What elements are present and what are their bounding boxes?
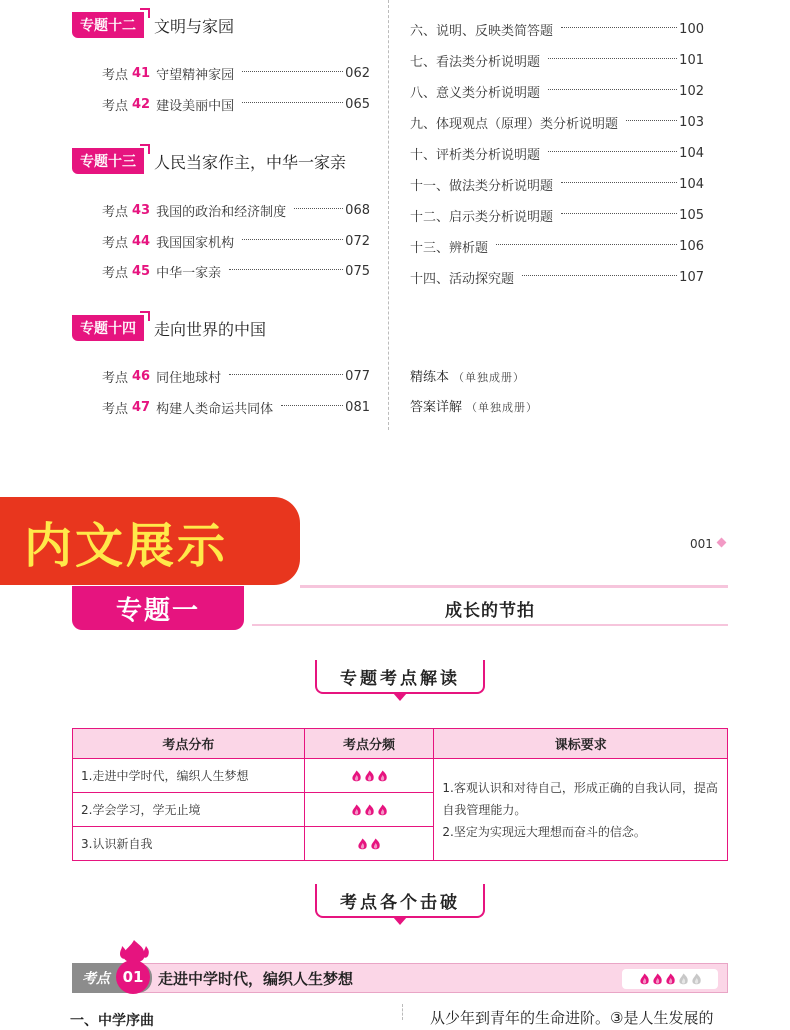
leader-dots [561,213,677,214]
kaodian-table [72,728,728,861]
toc-entry-page: 072 [345,233,370,249]
point-tag: 考点 [72,963,152,993]
leader-dots [548,89,677,90]
toc-entry-title: 十、评析类分析说明题 [410,147,541,163]
header-rule [300,585,728,588]
toc-entry-page: 104 [679,176,704,192]
section-heading-cut: 一、中学序曲 [70,1013,154,1029]
toc-entry-page: 081 [345,399,370,415]
topic-badge: 专题十二 [72,12,144,38]
topic-badge: 专题十四 [72,315,144,341]
toc-entry-title: 九、体现观点（原理）类分析说明题 [410,116,619,132]
toc-entry-prefix: 考点 [102,67,129,83]
flame-icon [377,804,388,817]
toc-entry-title: 中华一家亲 [156,265,222,281]
flame-icon [678,973,689,986]
flame-icon [364,804,375,817]
toc-extra-note: （单独成册） [466,401,539,414]
section-label-interpret [315,660,485,694]
table-header-row [73,729,728,759]
chapter-title-box [252,592,728,626]
section-label-break [315,884,485,918]
toc-entry-page: 077 [345,368,370,384]
preview-banner [0,497,300,585]
toc-entry-prefix: 考点 [102,98,129,114]
column-divider [388,0,389,430]
toc-extra-title: 精练本 [410,370,450,385]
distribution-cell: 2.学会学习，学无止境 [73,793,305,827]
leader-dots [626,120,677,121]
topic-heading [72,12,234,38]
flame-icon [351,804,362,817]
toc-entry[interactable] [102,231,370,251]
toc-entry-prefix: 考点 [102,204,129,220]
toc-entry-page: 068 [345,202,370,218]
toc-entry[interactable] [410,112,704,132]
toc-entry-number: 41 [132,65,151,81]
toc-entry-title: 十二、启示类分析说明题 [410,209,554,225]
toc-entry-page: 106 [679,238,704,254]
toc-entry[interactable] [410,174,704,194]
leader-dots [548,58,677,59]
toc-entry[interactable] [102,94,370,114]
toc-entry[interactable] [102,366,370,386]
flame-icon [665,973,676,986]
pointer-triangle-icon [393,917,407,925]
toc-entry-title: 同住地球村 [156,370,222,386]
toc-entry-title: 八、意义类分析说明题 [410,85,541,101]
toc-entry-page: 105 [679,207,704,223]
topic-title: 人民当家作主，中华一家亲 [154,152,347,172]
toc-entry-prefix: 考点 [102,370,129,386]
topic-heading [72,148,346,174]
toc-entry-prefix: 考点 [102,235,129,251]
table-header-cell: 课标要求 [434,729,728,759]
toc-entry-title: 六、说明、反映类简答题 [410,23,554,39]
leader-dots [548,151,677,152]
topic-badge: 专题十三 [72,148,144,174]
flame-icon [357,838,368,851]
toc-entry-number: 46 [132,368,151,384]
diamond-icon [717,538,727,548]
toc-entry-number: 47 [132,399,151,415]
toc-entry[interactable] [410,205,704,225]
flame-icon [370,838,381,851]
flame-icon [652,973,663,986]
topic-title: 文明与家园 [154,16,235,36]
toc-entry-number: 44 [132,233,151,249]
column-divider [402,1004,403,1020]
flame-icon [691,973,702,986]
toc-entry-page: 062 [345,65,370,81]
toc-entry-number: 43 [132,202,151,218]
point-number: 01 [116,960,150,994]
toc-entry-page: 102 [679,83,704,99]
toc-entry-title: 我国的政治和经济制度 [156,204,287,220]
leader-dots [561,182,677,183]
requirement-line: 2.坚定为实现远大理想而奋斗的信念。 [442,824,646,839]
toc-entry-title: 我国国家机构 [156,235,235,251]
body-text-cut: 从少年到青年的生命进阶。③是人生发展的 [430,1009,714,1027]
toc-entry-prefix: 考点 [102,265,129,281]
toc-entry[interactable] [410,50,704,70]
chapter-title: 成长的节拍 [445,600,535,621]
flame-icon [377,770,388,783]
toc-entry-title: 十三、辨析题 [410,240,489,256]
toc-entry[interactable] [102,63,370,83]
leader-dots [229,374,343,375]
toc-extra-workbook[interactable] [410,366,525,385]
toc-entry-title: 十四、活动探究题 [410,271,515,287]
topic-title: 走向世界的中国 [154,319,267,339]
flame-icon [364,770,375,783]
toc-extra-answers[interactable] [410,396,538,415]
toc-extra-note: （单独成册） [453,371,526,384]
leader-dots [561,27,677,28]
leader-dots [242,102,343,103]
table-header-cell: 考点分布 [73,729,305,759]
frequency-cell [304,827,434,861]
leader-dots [242,71,343,72]
distribution-cell: 1.走进中学时代，编织人生梦想 [73,759,305,793]
chapter-badge: 专题一 [72,586,244,630]
toc-entry[interactable] [410,19,704,39]
toc-entry-page: 100 [679,21,704,37]
toc-entry-page: 104 [679,145,704,161]
leader-dots [294,208,343,209]
toc-entry[interactable] [410,81,704,101]
toc-entry-page: 075 [345,263,370,279]
distribution-cell: 3.认识新自我 [73,827,305,861]
requirements-cell [434,759,728,861]
flame-icon [351,770,362,783]
toc-entry-page: 103 [679,114,704,130]
toc-entry-title: 七、看法类分析说明题 [410,54,541,70]
toc-entry-page: 101 [679,52,704,68]
toc-entry-title: 守望精神家园 [156,67,235,83]
flame-icon [639,973,650,986]
leader-dots [281,405,343,406]
section-label-text: 专题考点解读 [340,668,460,689]
table-header-cell: 考点分频 [304,729,434,759]
toc-entry[interactable] [102,261,370,281]
frequency-cell [304,759,434,793]
toc-entry-page: 065 [345,96,370,112]
leader-dots [242,239,343,240]
point-title: 走进中学时代，编织人生梦想 [158,970,354,988]
toc-entry-title: 构建人类命运共同体 [156,401,274,417]
toc-extra-title: 答案详解 [410,400,463,415]
leader-dots [496,244,677,245]
leader-dots [522,275,677,276]
toc-entry[interactable] [102,200,370,220]
frequency-cell [304,793,434,827]
toc-entry[interactable] [410,143,704,163]
banner-text: 内文展示 [24,517,229,574]
pointer-triangle-icon [393,693,407,701]
toc-entry-number: 42 [132,96,151,112]
point-rating [622,969,718,989]
toc-entry-title: 十一、做法类分析说明题 [410,178,554,194]
toc-entry-page: 107 [679,269,704,285]
requirement-line: 1.客观认识和对待自己，形成正确的自我认同，提高自我管理能力。 [442,780,718,817]
toc-entry[interactable] [102,397,370,417]
toc-entry[interactable] [410,236,704,256]
toc-entry-prefix: 考点 [102,401,129,417]
page-number: 001 [690,537,713,551]
leader-dots [229,269,343,270]
table-row [73,759,728,793]
toc-entry-number: 45 [132,263,151,279]
toc-entry[interactable] [410,267,704,287]
section-label-text: 考点各个击破 [340,892,460,913]
toc-left-column [0,0,388,440]
topic-heading [72,315,266,341]
toc-entry-title: 建设美丽中国 [156,98,235,114]
toc-right-column [392,0,790,440]
